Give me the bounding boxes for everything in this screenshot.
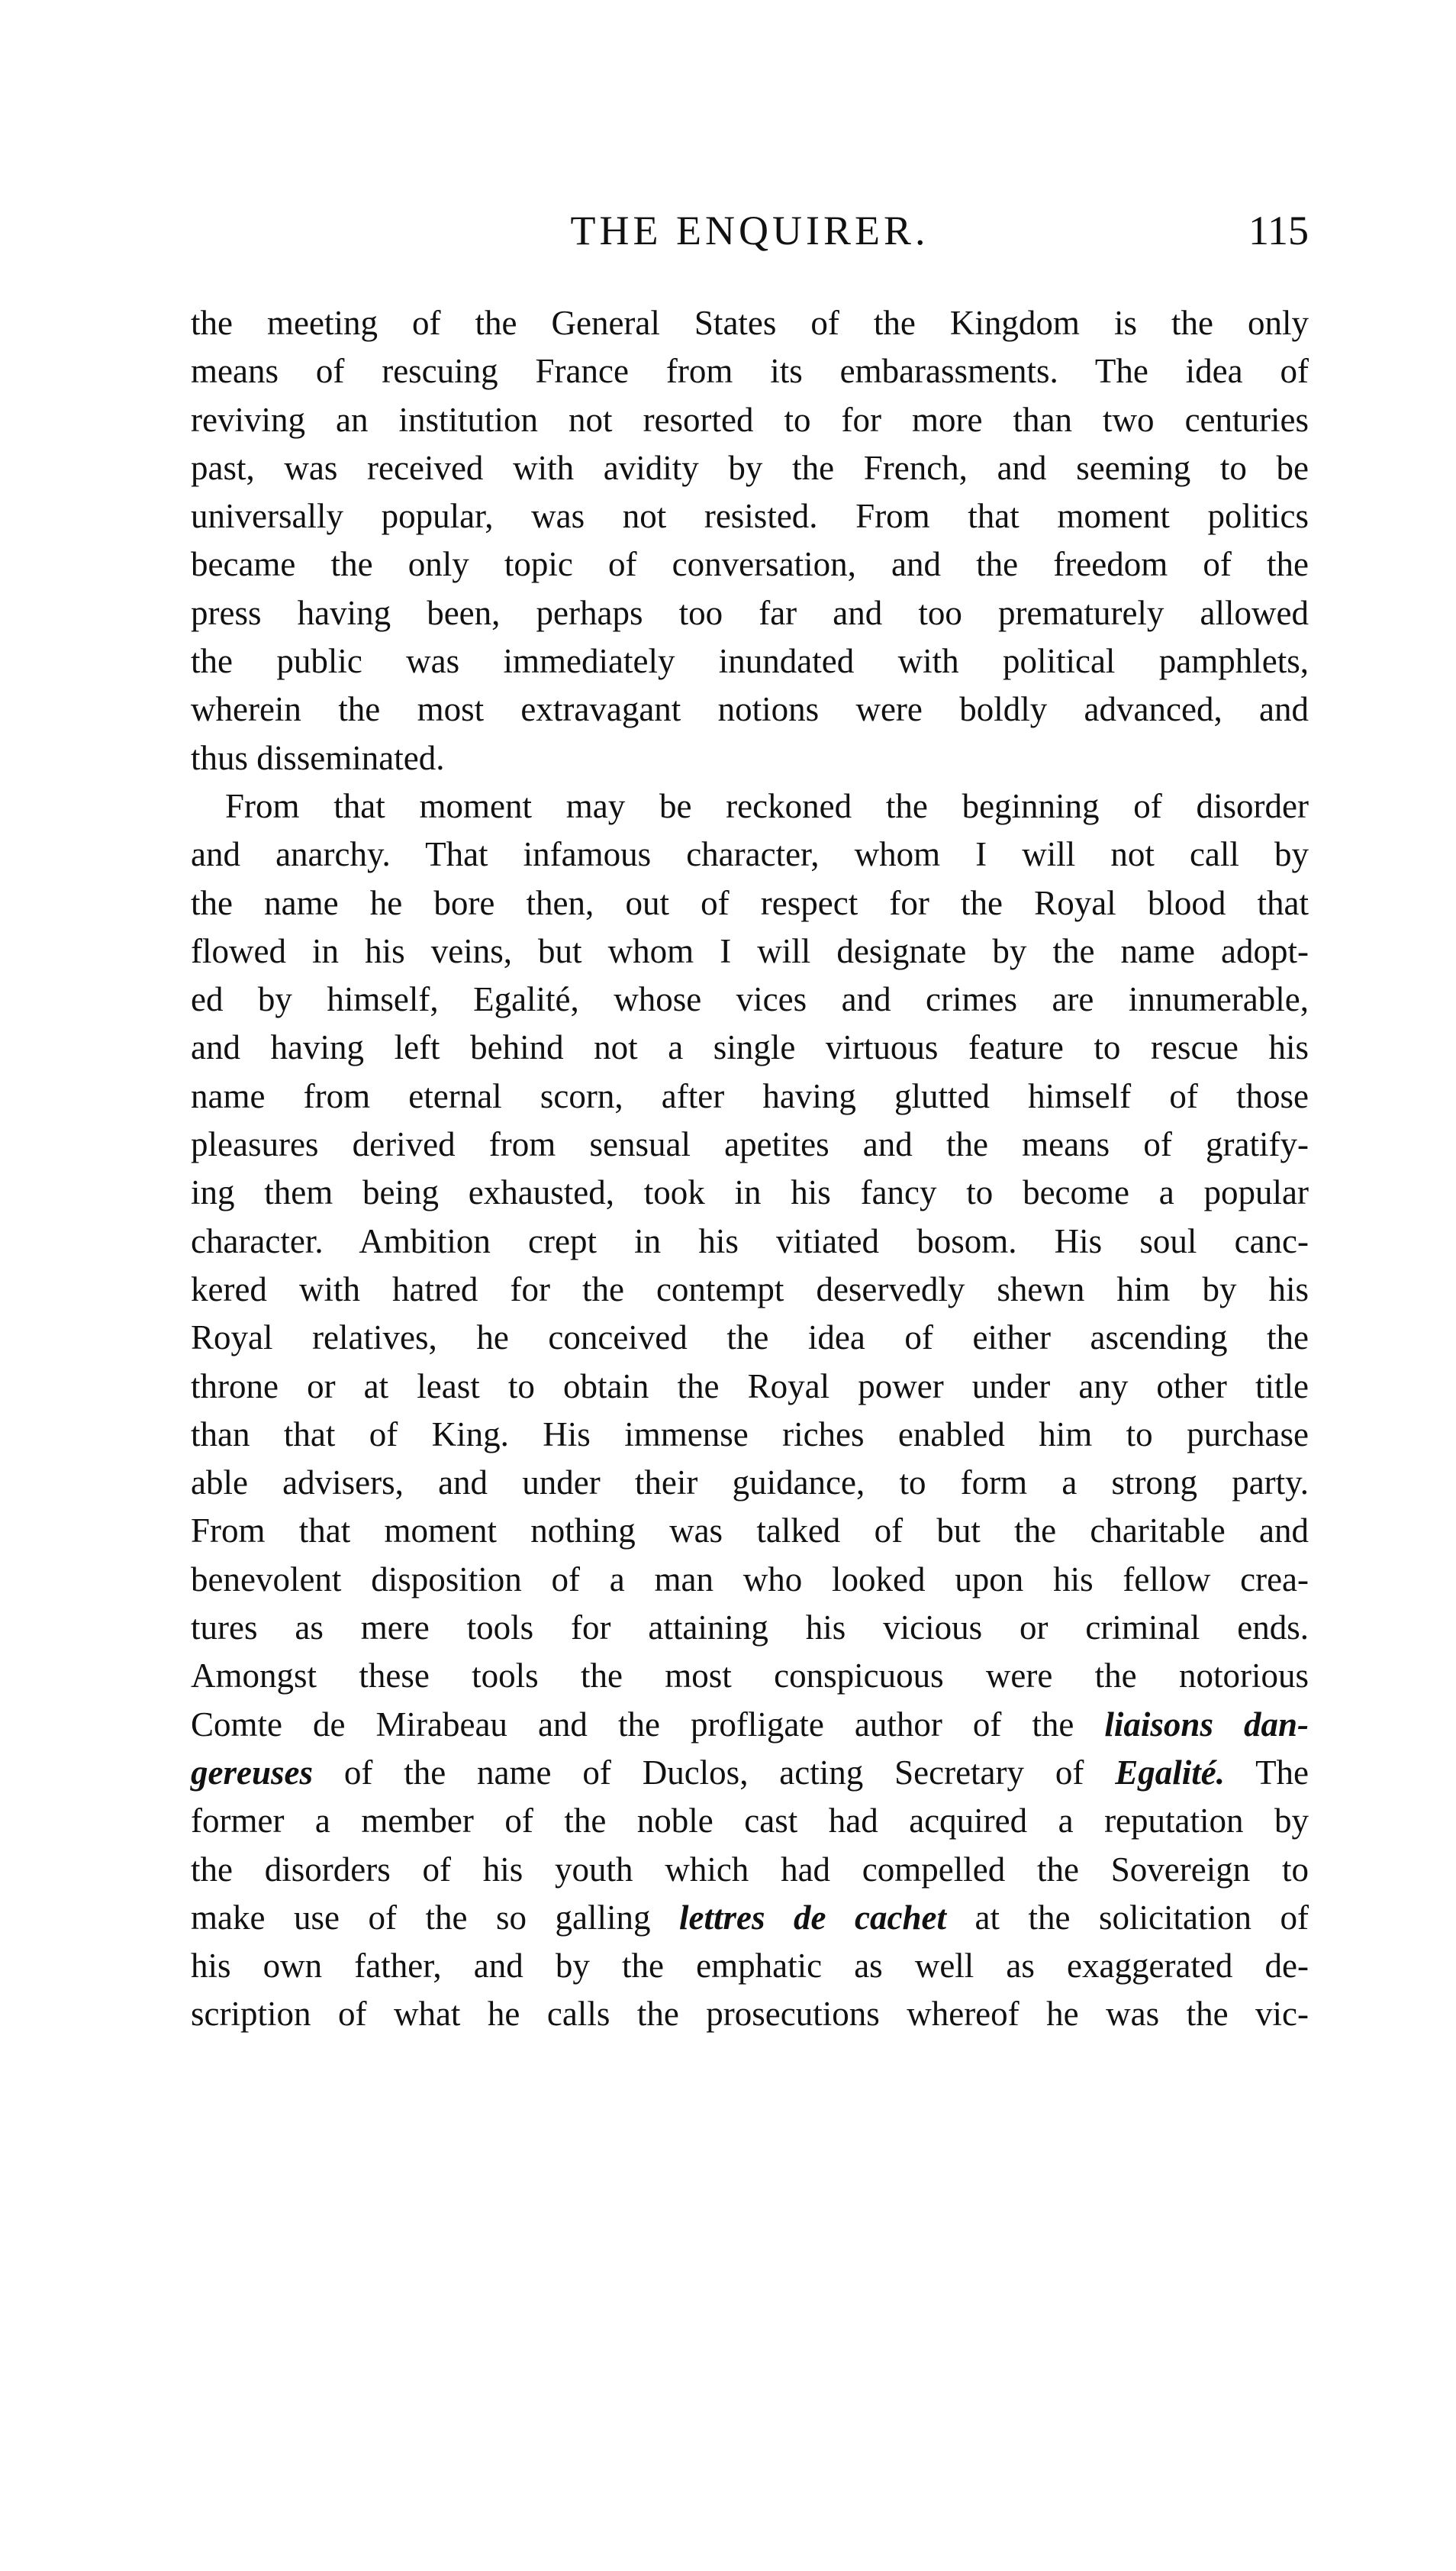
text-line: his own father, and by the emphatic as well as exaggerated de- [191, 1947, 1309, 1986]
text-line: past, was received with avidity by the French, and seeming to be [191, 448, 1309, 487]
text-line: became the only topic of conversation, and the freedom of the [191, 545, 1309, 584]
text-line: ing them being exhausted, took in his fancy to become a popular [191, 1173, 1309, 1212]
text-segment: of the name of Duclos, acting Secretary of [343, 1753, 1084, 1792]
text-segment: Comte de Mirabeau and the profligate author of the [191, 1705, 1074, 1744]
text-line [191, 1701, 1309, 1749]
text-segment: at the solicitation of [974, 1898, 1309, 1937]
text-line: former a member of the noble cast had acquired a reputation by [191, 1802, 1309, 1840]
text-line: than that of King. His immense riches enabled him to purchase [191, 1415, 1309, 1453]
body-text [191, 299, 1309, 2039]
text-line: Royal relatives, he conceived the idea of either ascending the [191, 1318, 1309, 1357]
text-line: the public was immediately inundated with political pamphlets, [191, 642, 1309, 681]
text-line: press having been, perhaps too far and too prematurely allowed [191, 593, 1309, 632]
text-line: name from eternal scorn, after having glutted himself of those [191, 1076, 1309, 1115]
text-line: ed by himself, Egalité, whose vices and crimes are innumerable, [191, 980, 1309, 1019]
text-line: Amongst these tools the most conspicuous were the notorious [191, 1656, 1309, 1695]
italic-name: Egalité. [1115, 1753, 1225, 1792]
text-line: throne or at least to obtain the Royal power under any other title [191, 1366, 1309, 1405]
text-segment: The [1255, 1753, 1309, 1792]
text-line: and anarchy. That infamous character, whom I will not call by [191, 835, 1309, 874]
text-line: means of rescuing France from its embarassments. The idea of [191, 352, 1309, 391]
italic-title: gereuses [191, 1753, 313, 1792]
text-line: From that moment nothing was talked of but the charitable and [191, 1511, 1309, 1550]
text-line: reviving an institution not resorted to for more than two centuries [191, 400, 1309, 439]
text-line: able advisers, and under their guidance, to form a strong party. [191, 1463, 1309, 1502]
text-line: flowed in his veins, but whom I will designate by the name adopt- [191, 931, 1309, 970]
page-number: 115 [1248, 208, 1309, 253]
text-line: thus disseminated. [191, 738, 445, 777]
text-line: and having left behind not a single virtuous feature to rescue his [191, 1028, 1309, 1067]
text-line: the name he bore then, out of respect for the Royal blood that [191, 883, 1309, 922]
running-head [191, 200, 1309, 261]
text-line: tures as mere tools for attaining his vicious or criminal ends. [191, 1608, 1309, 1647]
text-line: From that moment may be reckoned the beginning of disorder [225, 786, 1309, 825]
text-line: wherein the most extravagant notions were boldly advanced, and [191, 690, 1309, 729]
text-line [191, 1749, 1309, 1797]
text-line: the meeting of the General States of the Kingdom is the only [191, 304, 1309, 342]
text-line: scription of what he calls the prosecutions whereof he was the vic- [191, 1995, 1309, 2034]
text-line [191, 1894, 1309, 1942]
running-title: THE ENQUIRER. [570, 208, 929, 253]
text-line: pleasures derived from sensual apetites and the means of gratify- [191, 1125, 1309, 1164]
italic-title: liaisons dan- [1104, 1705, 1309, 1744]
text-line: benevolent disposition of a man who looked upon his fellow crea- [191, 1560, 1309, 1598]
text-line: kered with hatred for the contempt deservedly shewn him by his [191, 1269, 1309, 1308]
text-line: character. Ambition crept in his vitiated bosom. His soul canc- [191, 1221, 1309, 1260]
text-line: universally popular, was not resisted. From that moment politics [191, 497, 1309, 536]
text-line: the disorders of his youth which had compelled the Sovereign to [191, 1850, 1309, 1889]
italic-phrase: lettres de cachet [679, 1898, 946, 1937]
text-segment: make use of the so galling [191, 1898, 651, 1937]
